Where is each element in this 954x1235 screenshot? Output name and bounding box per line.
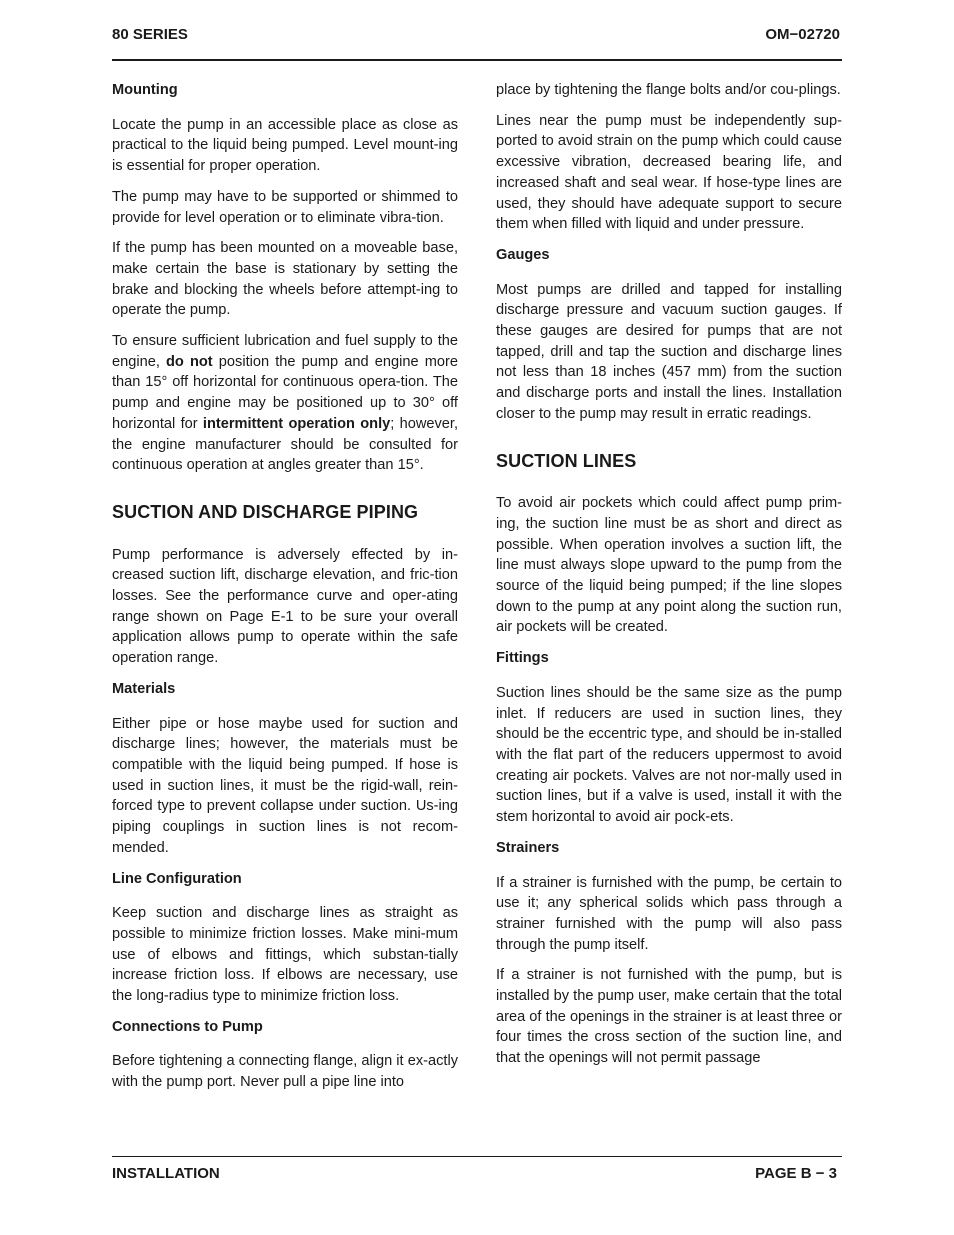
mounting-paragraph-4 — [112, 331, 458, 476]
mounting-p4-emphasis-do-not: do not — [166, 353, 213, 370]
mounting-paragraph-3: If the pump has been mounted on a moveable base, make certain the base is stationary by setting the brake and blocking the wheels before attempt-ing to operate the pump. — [112, 240, 458, 319]
mounting-paragraph-1: Locate the pump in an accessible place as close as practical to the liquid being pumped. Level mount-ing is essential for proper operation. — [112, 116, 458, 175]
strainers-heading: Strainers — [496, 839, 560, 856]
gauges-paragraph-1: Most pumps are drilled and tapped for installing discharge pressure and vacuum suction gauges. If these gauges are desired for pumps that are not tapped, drill and tap the suction and discharge lines not less than 18 inches (457 mm) from the suction and discharge ports and install the lines. Installation closer to the pump may result in erratic readings. — [496, 281, 842, 422]
footer-section: INSTALLATION — [112, 1165, 220, 1182]
footer-page-number: PAGE B − 3 — [755, 1165, 837, 1182]
line-configuration-heading: Line Configuration — [112, 870, 242, 887]
mounting-p4-text-e: ; however, the engine manufacturer should be consulted for continuous operation at angles greater than 15°. — [112, 415, 459, 474]
piping-paragraph-1: Pump performance is adversely effected by in-creased suction lift, discharge elevation, and fric-tion losses. See the performance curve and oper-ating range shown on Page E-1 to be sure your overall application allows pump to operate within the safe operation range. — [112, 546, 458, 667]
strainers-paragraph-2: If a strainer is not furnished with the pump, but is installed by the pump user, make certain that the total area of the openings in the strainer is at least three or four times the cross section of the suction line, and that the openings will not permit passage — [496, 967, 842, 1067]
mounting-heading: Mounting — [112, 82, 178, 98]
mounting-paragraph-2: The pump may have to be supported or shimmed to provide for level operation or to eliminate vibra-tion. — [112, 188, 458, 226]
connections-paragraph-1-continued: place by tightening the flange bolts and/or cou-plings. — [496, 82, 841, 98]
mounting-p4-text-c: position the pump and engine more than 15° off horizontal for continuous opera-tion. The pump and engine may be positioned up to 30° off horizontal for — [112, 353, 458, 432]
gauges-heading: Gauges — [496, 246, 550, 263]
left-column — [112, 80, 458, 1103]
piping-section-heading: SUCTION AND DISCHARGE PIPING — [112, 501, 419, 522]
fittings-paragraph-1: Suction lines should be the same size as the pump inlet. If reducers are used in suction lines, they should be the eccentric type, and should be in-stalled with the flat part of the reducers uppermost to avoid creating air pockets. Valves are not nor-mally used in suction lines, but if a valve is used, install it with the stem horizontal to avoid air pock-ets. — [496, 684, 842, 826]
materials-paragraph-1: Either pipe or hose maybe used for suction and discharge lines; however, the materials must be compatible with the liquid being pumped. If hose is used in suction lines, it must be the rigid-wall, rein-forced type to prevent collapse under suction. Us-ing piping couplings in suction lines is not recom-mended. — [112, 715, 458, 856]
header-series: 80 SERIES — [112, 26, 188, 43]
materials-heading: Materials — [112, 680, 176, 697]
mounting-p4-emphasis-intermittent: intermittent operation only — [202, 415, 391, 432]
line-configuration-paragraph-1: Keep suction and discharge lines as straight as possible to minimize friction losses. Make mini-mum use of elbows and fittings, which substan-tially increase friction loss. If elbows are necessary, use the long-radius type to minimize friction loss. — [112, 905, 458, 1005]
mounting-p4-text-a: To ensure sufficient lubrication and fuel supply to the engine, — [112, 333, 458, 370]
connections-heading: Connections to Pump — [112, 1018, 263, 1035]
header-doc-number: OM−02720 — [765, 26, 840, 43]
connections-paragraph-1: Before tightening a connecting flange, align it ex-actly with the pump port. Never pull a pipe line into — [112, 1053, 458, 1091]
connections-paragraph-2: Lines near the pump must be independently sup-ported to avoid strain on the pump which could cause excessive vibration, decreased bearing life, and increased shaft and seal wear. If hose-type lines are used, they should have adequate support to secure them when filled with liquid and under pressure. — [496, 112, 842, 233]
footer-rule — [112, 1156, 842, 1157]
fittings-heading: Fittings — [496, 650, 549, 667]
suction-lines-paragraph-1: To avoid air pockets which could affect pump prim-ing, the suction line must be as short and direct as possible. When operation involves a suction lift, the line must always slope upward to the pump from the source of the liquid being pumped; if the line slopes down to the pump at any point along the suction run, air pockets will be created. — [496, 495, 842, 636]
header-rule — [112, 59, 842, 61]
suction-lines-section-heading: SUCTION LINES — [496, 450, 637, 471]
strainers-paragraph-1: If a strainer is furnished with the pump, be certain to use it; any spherical solids which pass through a strainer furnished with the pump will also pass through the pump itself. — [496, 874, 842, 953]
right-column — [496, 80, 842, 1079]
